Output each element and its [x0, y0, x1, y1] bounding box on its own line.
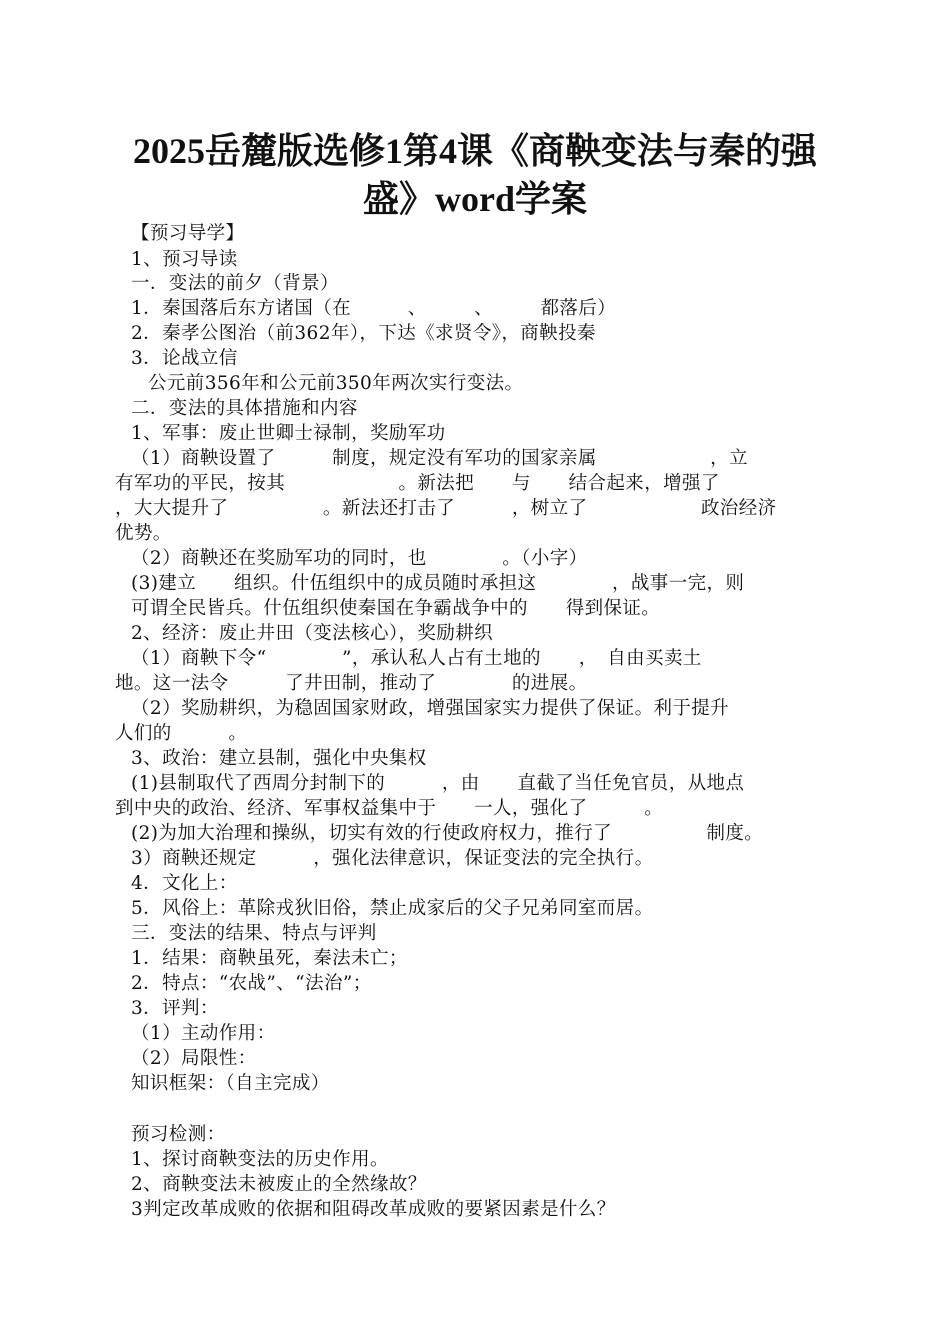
body-line: 到中央的政治、经济、军事权益集中于 一人，强化了 。 [115, 798, 664, 819]
body-line: 3．论战立信 [131, 348, 238, 369]
body-line: （2）奖励耕织，为稳固国家财政，增强国家实力提供了保证。利于提升 [131, 698, 730, 719]
body-line: 三．变法的结果、特点与评判 [131, 923, 377, 944]
body-line: (1)县制取代了西周分封制下的 ，由 直截了当任免官员，从地点 [131, 773, 745, 794]
body-line: 知识框架：（自主完成） [131, 1073, 330, 1094]
body-line: 二．变法的具体措施和内容 [131, 398, 358, 419]
question-item: 1、探讨商鞅变法的历史作用。 [131, 1149, 389, 1170]
body-line: 1．结果：商鞅虽死，秦法未亡； [131, 948, 408, 969]
body-line: 可谓全民皆兵。什伍组织使秦国在争霸战争中的 得到保证。 [131, 598, 661, 619]
document-title-line-1: 2025岳麓版选修1第4课《商鞅变法与秦的强 [132, 131, 817, 171]
body-line: 3．评判： [131, 998, 219, 1019]
section-heading: 【预习导学】 [131, 223, 245, 244]
body-line: 公元前356年和公元前350年两次实行变法。 [148, 373, 524, 394]
body-line: 2．特点：“农战”、“法治”； [131, 973, 372, 994]
body-line: （2）局限性： [131, 1048, 257, 1069]
body-line: 人们的 。 [115, 723, 248, 744]
body-line: 一．变法的前夕（背景） [131, 273, 339, 294]
body-line: (3)建立 组织。什伍组织中的成员随时承担这 ，战事一完，则 [131, 573, 745, 594]
section-heading: 预习检测： [131, 1124, 226, 1145]
body-line: （1）商鞅设置了 制度，规定没有军功的国家亲属 ，立 [131, 448, 748, 469]
body-line: 优势。 [115, 523, 172, 544]
body-line: 2、经济：废止井田（变法核心），奖励耕织 [131, 623, 494, 644]
body-line: 1、军事：废止世卿士禄制，奖励军功 [131, 423, 446, 444]
body-line: 地。这一法令 了井田制，推动了 的进展。 [115, 673, 588, 694]
body-line: （2）商鞅还在奖励军功的同时，也 。（小字） [131, 548, 588, 569]
body-line: 5．风俗上：革除戎狄旧俗，禁止成家后的父子兄弟同室而居。 [131, 898, 654, 919]
body-line: 3、政治：建立县制，强化中央集权 [131, 748, 427, 769]
body-line: （1）主动作用： [131, 1023, 276, 1044]
body-line: （1）商鞅下令“ ”，承认私人占有土地的 ， 自由买卖土 [131, 648, 702, 669]
question-item: 2、商鞅变法未被废止的全然缘故？ [131, 1174, 427, 1195]
document-title-line-2: 盛》word学案 [363, 179, 587, 219]
body-line: 1、预习导读 [131, 249, 238, 270]
body-line: 3）商鞅还规定 ，强化法律意识，保证变法的完全执行。 [131, 848, 654, 869]
question-item: 3判定改革成败的依据和阻碍改革成败的要紧因素是什么？ [131, 1199, 616, 1220]
body-line: 1．秦国落后东方诸国（在 、 、 都落后） [131, 298, 617, 319]
body-line: 4．文化上： [131, 873, 238, 894]
body-line: (2)为加大治理和操纵，切实有效的行使政府权力，推行了 制度。 [131, 823, 764, 844]
body-line: 2．秦孝公图治（前362年），下达《求贤令》，商鞅投秦 [131, 323, 596, 344]
body-line: 有军功的平民，按其 。新法把 与 结合起来，增强了 [115, 473, 720, 494]
body-line: ，大大提升了 。新法还打击了 ，树立了 政治经济 [115, 498, 777, 519]
